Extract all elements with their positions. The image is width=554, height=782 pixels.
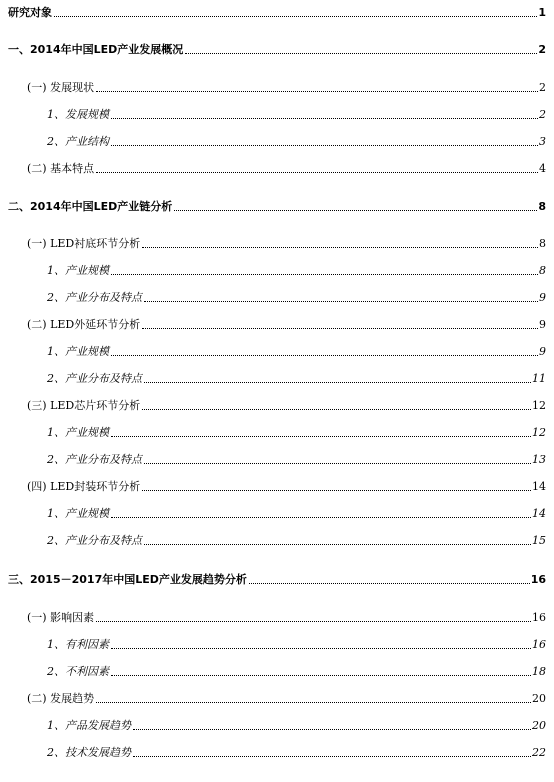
toc-entry-page: 11	[532, 372, 546, 385]
toc-entry-label: 2、产业分布及特点	[47, 453, 142, 466]
toc-entry-page: 2	[539, 81, 546, 94]
dot-leader	[144, 463, 531, 464]
toc-entry-label: (一) 发展现状	[27, 81, 95, 94]
toc-entry-2-1-1[interactable]	[0, 260, 554, 278]
toc-entry-section-1[interactable]	[0, 39, 554, 57]
toc-entry-2-2-2[interactable]	[0, 368, 554, 386]
toc-entry-page: 2	[539, 108, 546, 121]
dot-leader	[144, 382, 531, 383]
toc-entry-1-1-1[interactable]	[0, 104, 554, 122]
toc-entry-3-1-1[interactable]	[0, 634, 554, 652]
toc-entry-page: 8	[539, 237, 546, 250]
toc-entry-label: 2、技术发展趋势	[47, 746, 131, 759]
toc-entry-page: 8	[539, 264, 546, 277]
toc-entry-page: 2	[538, 43, 546, 56]
toc-entry-page: 18	[532, 665, 546, 678]
toc-entry-2-2-1[interactable]	[0, 341, 554, 359]
toc-entry-label: 1、产业规模	[47, 426, 109, 439]
toc-entry-3-1-2[interactable]	[0, 661, 554, 679]
toc-entry-page: 1	[538, 6, 546, 19]
toc-entry-page: 9	[539, 345, 546, 358]
toc-entry-label: 2、产业分布及特点	[47, 372, 142, 385]
toc-entry-label: 一、2014年中国LED产业发展概况	[8, 43, 184, 56]
dot-leader	[142, 328, 538, 329]
dot-leader	[111, 517, 531, 518]
toc-entry-label: 2、产业分布及特点	[47, 291, 142, 304]
toc-entry-label: 1、产业规模	[47, 345, 109, 358]
dot-leader	[54, 16, 537, 17]
dot-leader	[142, 409, 531, 410]
toc-entry-2-4[interactable]	[0, 476, 554, 494]
toc-entry-label: 1、发展规模	[47, 108, 109, 121]
toc-entry-page: 14	[532, 507, 546, 520]
toc-entry-2-3-2[interactable]	[0, 449, 554, 467]
dot-leader	[142, 247, 538, 248]
toc-entry-label: 2、产业分布及特点	[47, 534, 142, 547]
toc-entry-label: 研究对象	[8, 6, 52, 19]
toc-entry-label: (一) LED衬底环节分析	[27, 237, 141, 250]
toc-entry-section-3[interactable]	[0, 569, 554, 587]
toc-entry-page: 14	[532, 480, 546, 493]
toc-entry-3-1[interactable]	[0, 607, 554, 625]
toc-entry-page: 22	[532, 746, 546, 759]
toc-entry-page: 20	[532, 719, 546, 732]
toc-entry-research-object[interactable]	[0, 2, 554, 20]
toc-entry-label: (二) 发展趋势	[27, 692, 95, 705]
toc-entry-label: (四) LED封装环节分析	[27, 480, 141, 493]
dot-leader	[111, 675, 531, 676]
dot-leader	[133, 756, 531, 757]
toc-entry-page: 4	[539, 162, 546, 175]
dot-leader	[185, 53, 537, 54]
toc-entry-1-1[interactable]	[0, 77, 554, 95]
toc-entry-2-1-2[interactable]	[0, 287, 554, 305]
toc-entry-label: 1、有利因素	[47, 638, 109, 651]
dot-leader	[174, 210, 537, 211]
toc-entry-3-2-1[interactable]	[0, 715, 554, 733]
dot-leader	[111, 648, 531, 649]
toc-entry-page: 9	[539, 318, 546, 331]
dot-leader	[142, 490, 531, 491]
dot-leader	[96, 621, 531, 622]
toc-entry-1-1-2[interactable]	[0, 131, 554, 149]
toc-entry-page: 20	[532, 692, 546, 705]
toc-entry-label: 1、产品发展趋势	[47, 719, 131, 732]
toc-entry-page: 8	[538, 200, 546, 213]
toc-entry-page: 16	[530, 573, 546, 586]
toc-entry-page: 3	[539, 135, 546, 148]
toc-entry-label: 三、2015－2017年中国LED产业发展趋势分析	[8, 573, 247, 586]
dot-leader	[111, 355, 538, 356]
toc-entry-2-2[interactable]	[0, 314, 554, 332]
toc-entry-3-2[interactable]	[0, 688, 554, 706]
toc-entry-page: 16	[532, 638, 546, 651]
toc-entry-label: 1、产业规模	[47, 507, 109, 520]
dot-leader	[249, 583, 530, 584]
toc-entry-page: 13	[532, 453, 546, 466]
dot-leader	[96, 702, 531, 703]
toc-entry-section-2[interactable]	[0, 196, 554, 214]
toc-entry-label: 2、不利因素	[47, 665, 109, 678]
toc-entry-page: 12	[532, 399, 546, 412]
toc-entry-label: (一) 影响因素	[27, 611, 95, 624]
toc-entry-2-1[interactable]	[0, 233, 554, 251]
toc-entry-page: 12	[532, 426, 546, 439]
dot-leader	[96, 91, 538, 92]
toc-entry-2-3[interactable]	[0, 395, 554, 413]
dot-leader	[133, 729, 531, 730]
toc-entry-label: 2、产业结构	[47, 135, 109, 148]
dot-leader	[96, 172, 538, 173]
toc-entry-1-2[interactable]	[0, 158, 554, 176]
dot-leader	[111, 274, 538, 275]
dot-leader	[144, 301, 538, 302]
toc-entry-2-4-1[interactable]	[0, 503, 554, 521]
toc-entry-3-2-2[interactable]	[0, 742, 554, 760]
toc-entry-label: (二) 基本特点	[27, 162, 95, 175]
toc-entry-label: 二、2014年中国LED产业链分析	[8, 200, 173, 213]
toc-entry-label: 1、产业规模	[47, 264, 109, 277]
toc-entry-page: 9	[539, 291, 546, 304]
dot-leader	[111, 436, 531, 437]
dot-leader	[111, 118, 538, 119]
toc-entry-2-4-2[interactable]	[0, 530, 554, 548]
toc-entry-page: 16	[532, 611, 546, 624]
toc-entry-page: 15	[532, 534, 546, 547]
toc-entry-2-3-1[interactable]	[0, 422, 554, 440]
toc-entry-label: (二) LED外延环节分析	[27, 318, 141, 331]
dot-leader	[144, 544, 531, 545]
dot-leader	[111, 145, 538, 146]
toc-entry-label: (三) LED芯片环节分析	[27, 399, 141, 412]
